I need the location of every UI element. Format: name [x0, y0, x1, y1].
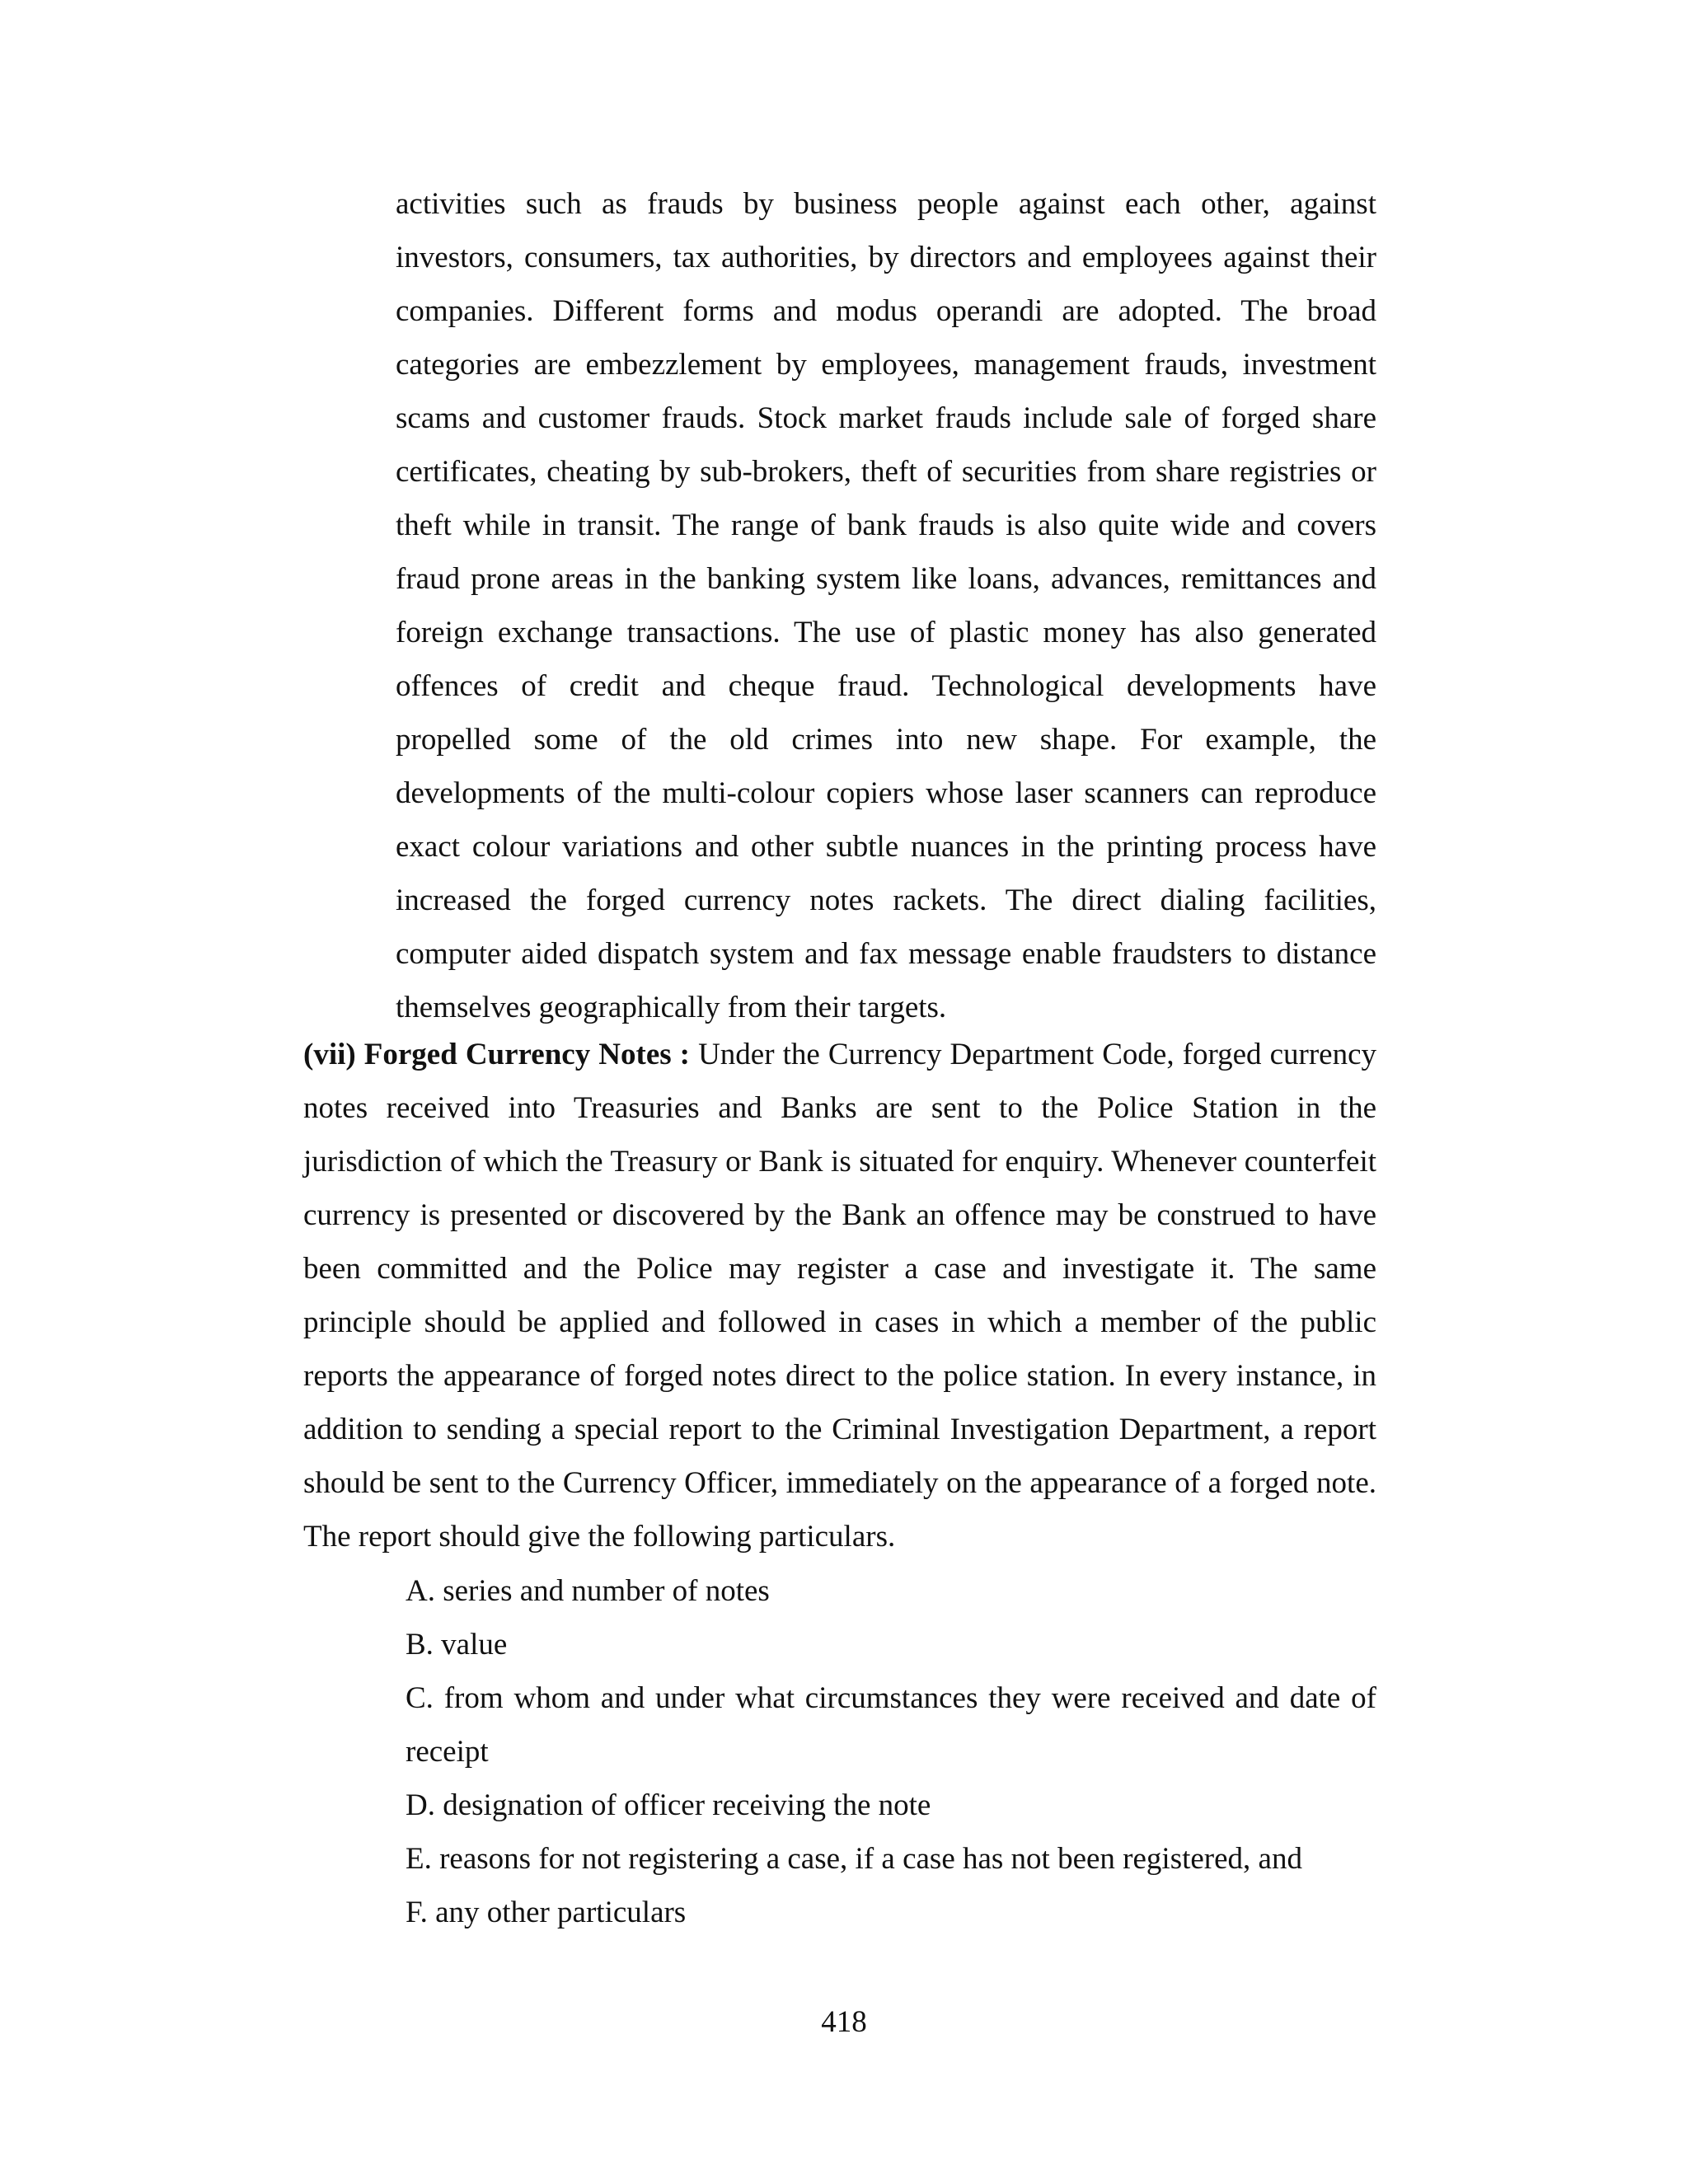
particulars-item-b: B. value — [406, 1628, 508, 1661]
continuation-paragraph: activities such as frauds by business people against each other, against investors, consumers, tax authorities, by directors and employees against their companies. Different forms and modus operandi are adopted. The broad categories are embezzlement by employees, management frauds, investment scams and customer frauds. Stock market frauds include sale of forged share certificates, cheating by sub-brokers, theft of securities from share registries or theft while in transit. The range of bank frauds is also quite wide and covers fraud prone areas in the banking system like loans, advances, remittances and foreign exchange transactions. The use of plastic money has also generated offences of credit and cheque fraud. Technological developments have propelled some of the old crimes into new shape. For example, the developments of the multi-colour copiers whose laser scanners can reproduce exact colour variations and other subtle nuances in the printing process have increased the forged currency notes rackets. The direct dialing facilities, computer aided dispatch system and fax message enable fraudsters to distance themselves geographically from their targets. — [396, 187, 1376, 1024]
page-number: 418 — [821, 2005, 867, 2039]
particulars-item-d: D. designation of officer receiving the note — [406, 1788, 931, 1822]
particulars-item-f: F. any other particulars — [406, 1896, 687, 1929]
section-body: Under the Currency Department Code, forged currency notes received into Treasuries and Banks are sent to the Police Station in the jurisdiction of which the Treasury or Bank is situated for enquiry. Whenever counterfeit currency is presented or discovered by the Bank an offence may be construed to have been committed and the Police may register a case and investigate it. The same principle should be applied and followed in cases in which a member of the public reports the appearance of forged notes direct to the police station. In every instance, in addition to sending a special report to the Criminal Investigation Department, a report should be sent to the Currency Officer, immediately on the appearance of a forged note. The report should give the following particulars. — [303, 1038, 1377, 1554]
particulars-item-e: E. reasons for not registering a case, if a case has not been registered, and — [406, 1842, 1302, 1876]
particulars-item-c: C. from whom and under what circumstances they were received and date of receipt — [406, 1681, 1376, 1769]
forged-currency-notes-paragraph — [303, 1028, 1376, 1563]
particulars-item-a: A. series and number of notes — [406, 1574, 770, 1608]
particulars-list — [406, 1564, 1376, 1939]
section-heading: (vii) Forged Currency Notes : — [303, 1038, 691, 1071]
